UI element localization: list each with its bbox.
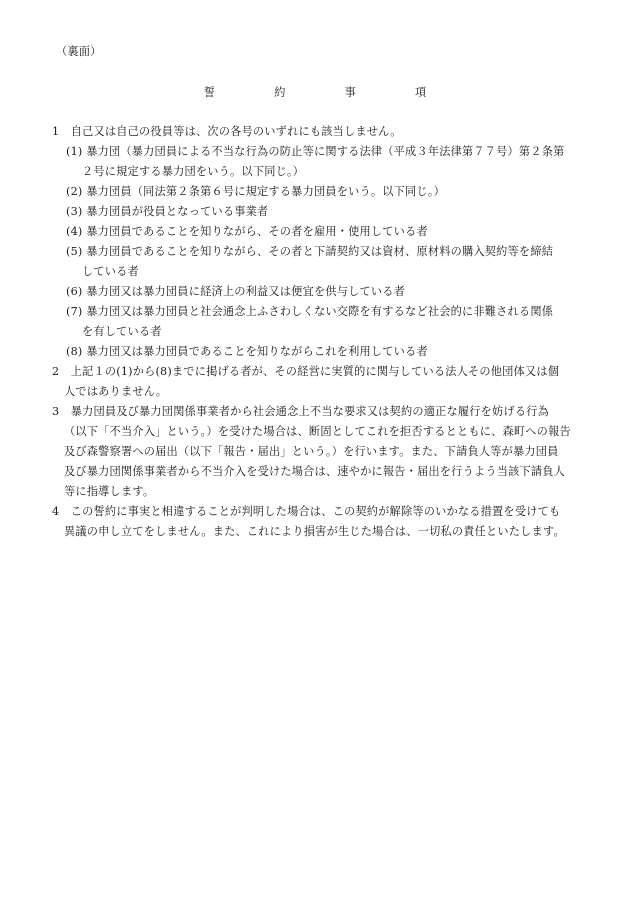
item-2-line-1: 2 上記１の(1)から(8)までに掲げる者が、その経営に実質的に関与している法人その他団体又は個 [52, 365, 560, 378]
item-4-line-2: 異議の申し立てをしません。また、これにより損害が生じた場合は、一切私の責任といたします。 [64, 525, 565, 538]
reverse-side-label: （裏面） [56, 45, 102, 58]
sub-item-4: (4) 暴力団員であることを知りながら、その者を雇用・使用している者 [66, 225, 428, 238]
pledge-item-1 [52, 122, 582, 362]
item-1-lead: 1 自己又は自己の役員等は、次の各号のいずれにも該当しません。 [52, 125, 402, 138]
document-title: 誓 約 事 項 [203, 86, 451, 99]
pledge-item-3 [52, 402, 582, 502]
sub-item-1-line-1: (1) 暴力団（暴力団員による不当な行為の防止等に関する法律（平成３年法律第７７号）第２条第 [66, 145, 565, 158]
pledge-body [52, 122, 582, 542]
sub-item-5-line-1: (5) 暴力団員であることを知りながら、その者と下請契約又は資材、原材料の購入契約等を締結 [66, 245, 554, 258]
pledge-item-4 [52, 502, 582, 542]
item-3-line-2: （以下「不当介入」という。）を受けた場合は、断固としてこれを拒否するとともに、森町への報告 [64, 425, 571, 438]
item-4-line-1: 4 この誓約に事実と相違することが判明した場合は、この契約が解除等のいかなる措置を受けても [52, 505, 561, 518]
item-3-line-5: 等に指導します。 [64, 485, 155, 498]
sub-item-7-line-2: を有している者 [82, 325, 162, 338]
item-3-line-1: 3 暴力団員及び暴力団関係事業者から社会通念上不当な要求又は契約の適正な履行を妨げる行為 [52, 405, 549, 418]
sub-item-6: (6) 暴力団又は暴力団員に経済上の利益又は便宜を供与している者 [66, 285, 406, 298]
sub-item-8: (8) 暴力団又は暴力団員であることを知りながらこれを利用している者 [66, 345, 428, 358]
item-3-line-3: 及び森警察署への届出（以下「報告・届出」という。）を行います。また、下請負人等が暴力団員 [64, 445, 559, 458]
sub-item-5-line-2: している者 [82, 265, 139, 278]
pledge-item-2 [52, 362, 582, 402]
sub-item-7-line-1: (7) 暴力団又は暴力団員と社会通念上ふさわしくない交際を有するなど社会的に非難される関係 [66, 305, 554, 318]
item-3-line-4: 及び暴力団関係事業者から不当介入を受けた場合は、速やかに報告・届出を行うよう当該下請負人 [64, 465, 566, 478]
sub-item-3: (3) 暴力団員が役員となっている事業者 [66, 205, 269, 218]
item-2-line-2: 人ではありません。 [64, 385, 168, 398]
sub-item-2: (2) 暴力団員（同法第２条第６号に規定する暴力団員をいう。以下同じ。） [66, 185, 446, 198]
sub-item-1-line-2: ２号に規定する暴力団をいう。以下同じ。） [82, 165, 305, 178]
